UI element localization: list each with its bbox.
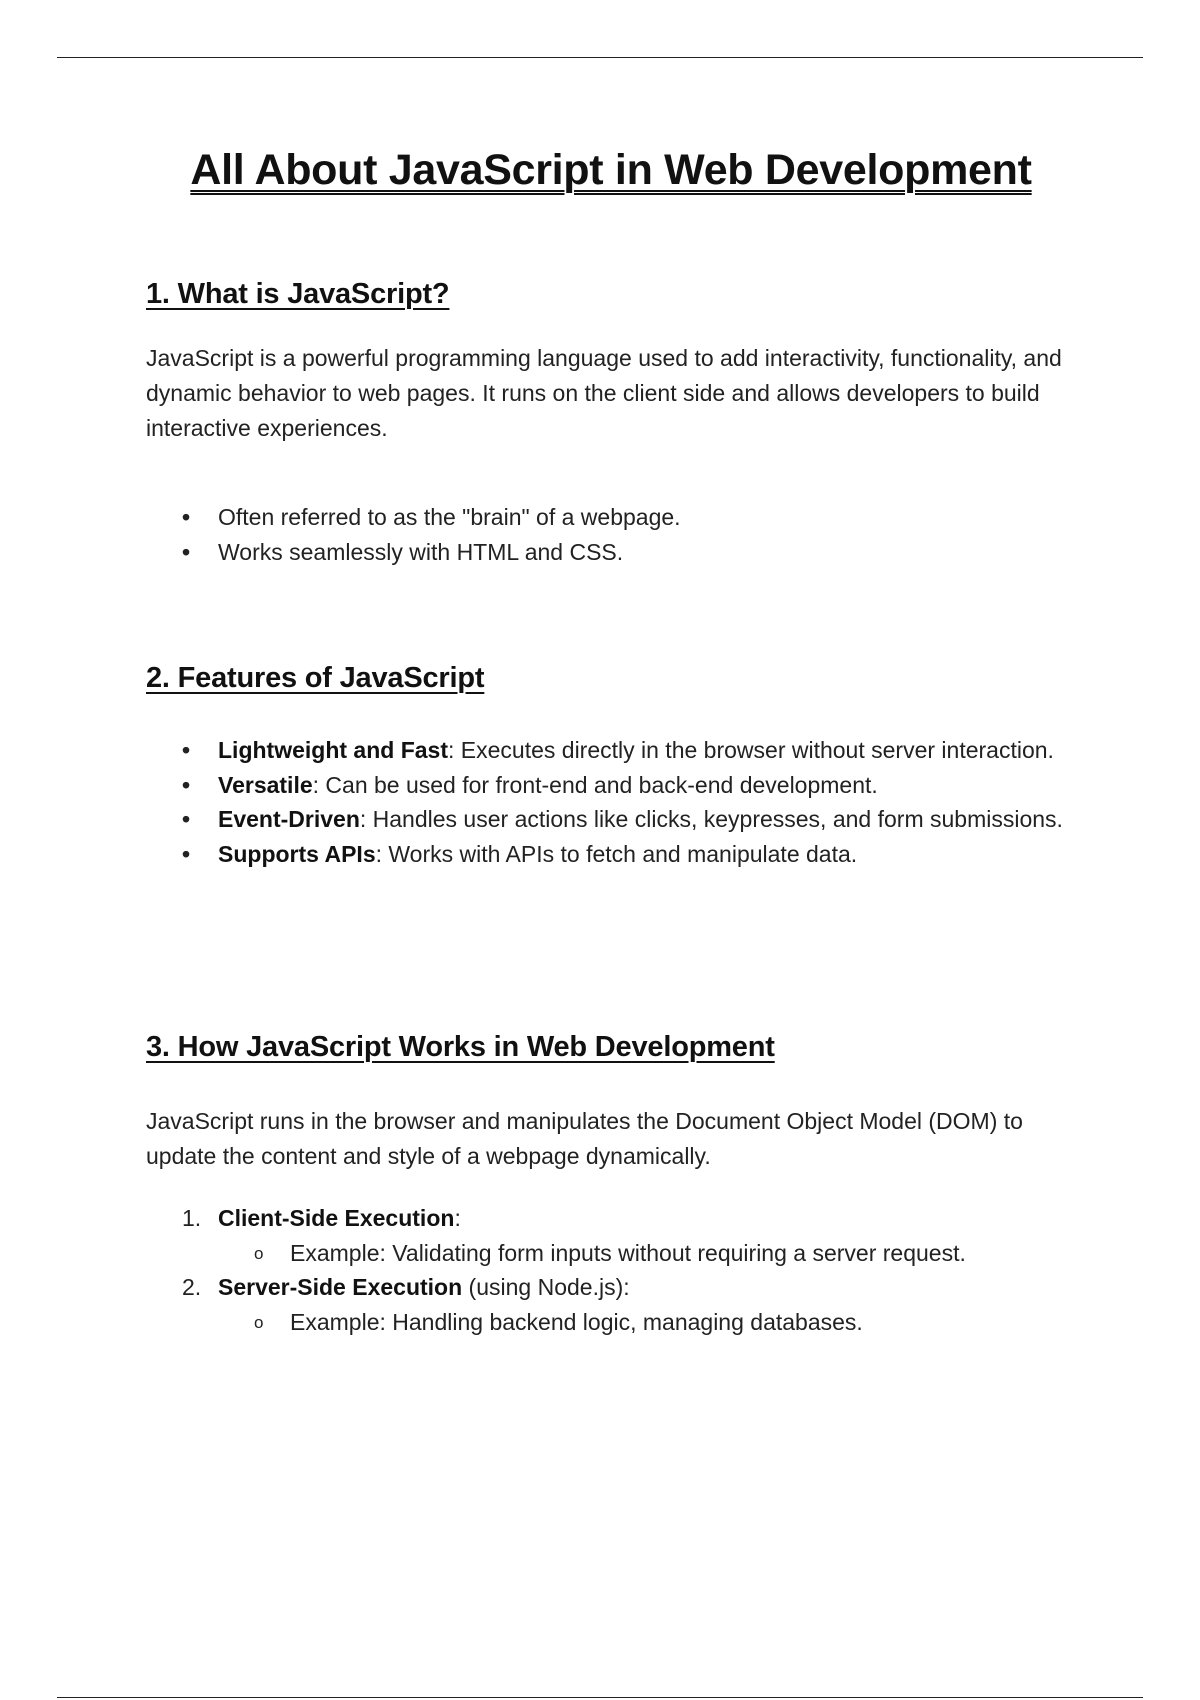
document-title: All About JavaScript in Web Development [190, 146, 1032, 194]
feature-item [146, 768, 1076, 803]
bullet-marker: • [182, 737, 191, 763]
feature-term: Versatile [218, 771, 313, 798]
feature-desc: : Works with APIs to fetch and manipulate data. [375, 840, 858, 867]
feature-desc: : Executes directly in the browser without server interaction. [448, 737, 1054, 763]
feature-desc: : Can be used for front-end and back-end development. [312, 771, 878, 798]
section-3-heading: 3. How JavaScript Works in Web Development [146, 1031, 775, 1063]
step-sub-list [218, 1305, 1076, 1340]
bullet-marker: • [182, 806, 191, 832]
feature-item [146, 837, 1076, 872]
step-number: 2. [182, 1274, 202, 1300]
execution-steps-list [146, 1201, 1076, 1339]
step-sub-list [218, 1236, 1076, 1271]
bottom-border-line [57, 1697, 1143, 1698]
step-suffix: : [454, 1205, 461, 1231]
bullet-marker: • [182, 538, 191, 565]
bullet-marker: • [182, 840, 191, 867]
step-item [146, 1201, 1076, 1270]
features-list [146, 733, 1076, 871]
list-item: • Often referred to as the "brain" of a webpage. [146, 500, 1076, 535]
step-term: Client-Side Execution [218, 1205, 455, 1231]
bullet-marker: • [182, 504, 191, 530]
list-item: • Works seamlessly with HTML and CSS. [146, 535, 1076, 570]
feature-term: Event-Driven [218, 806, 360, 832]
section-3-paragraph: JavaScript runs in the browser and manipulates the Document Object Model (DOM) to update the content and style of a webpage dynamically. [146, 1108, 1023, 1169]
sub-list-item: o Example: Validating form inputs without requiring a server request. [218, 1236, 1076, 1271]
bullet-marker: • [182, 771, 191, 798]
step-number: 1. [182, 1205, 202, 1231]
section-1-heading: 1. What is JavaScript? [146, 278, 450, 310]
section-1-bullet-list [146, 500, 1076, 569]
step-item [146, 1270, 1076, 1339]
sub-bullet-marker: o [254, 1243, 264, 1263]
step-suffix: (using Node.js): [462, 1274, 630, 1300]
section-2-heading: 2. Features of JavaScript [146, 662, 485, 694]
feature-desc: : Handles user actions like clicks, keypresses, and form submissions. [359, 806, 1063, 832]
sub-bullet-marker: o [254, 1312, 264, 1332]
sub-list-item: o Example: Handling backend logic, managing databases. [218, 1305, 1076, 1340]
feature-term: Supports APIs [218, 840, 376, 867]
feature-item [146, 802, 1076, 837]
feature-item [146, 733, 1076, 768]
step-term: Server-Side Execution [218, 1274, 463, 1300]
top-border-line [57, 57, 1143, 58]
section-1-paragraph: JavaScript is a powerful programming language used to add interactivity, functionality, and dynamic behavior to web pages. It runs on the client side and allows developers to build interactive experiences. [146, 345, 1062, 441]
feature-term: Lightweight and Fast [218, 737, 448, 763]
